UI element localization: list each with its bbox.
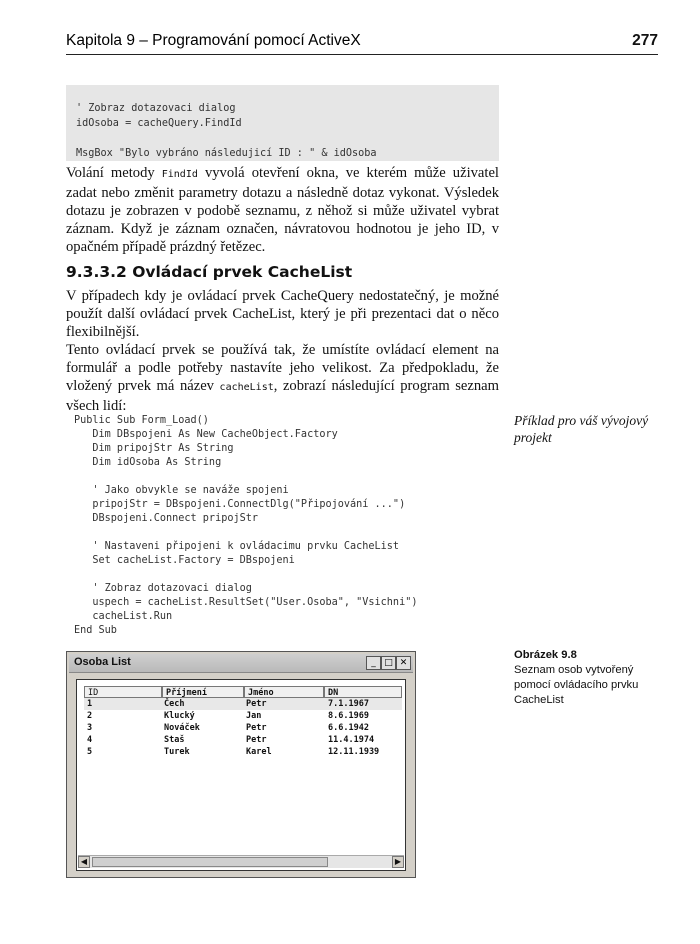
code-line: ' Zobraz dotazovaci dialog: [76, 103, 236, 114]
table-cell: Karel: [246, 747, 272, 757]
para1-text-b: vyvolá otevření okna, ve kterém může uživatel zadat nebo změnit parametry dotazu a následně dotaz vykonat. Výsledek dotazu je zobrazen v podobě seznamu, z něhož si může uživatel vybrat záznam. Když je záznam označen, návratovou hodnotou je jeho ID, v opačném případě prázdný řetězec.: [66, 165, 499, 255]
table-cell: 12.11.1939: [328, 747, 380, 757]
osoba-list-window: [66, 651, 416, 878]
table-cell: Nováček: [164, 723, 200, 733]
table-cell: 4: [87, 735, 93, 745]
table-cell: 1: [87, 699, 93, 709]
code-line: Set cacheList.Factory = DBspojeni: [74, 555, 295, 566]
figure-caption-text: Seznam osob vytvořený pomocí ovládacího prvku CacheList: [514, 664, 639, 706]
paragraph-cachelist-usage: [66, 341, 499, 415]
figure-label: Obrázek 9.8: [514, 649, 577, 661]
code-line: End Sub: [74, 625, 117, 636]
control-name-cachelist: cacheList: [219, 382, 274, 393]
horizontal-scrollbar[interactable]: [78, 855, 404, 868]
table-cell: 7.1.1967: [328, 699, 369, 709]
column-header-jmeno[interactable]: Jméno: [244, 686, 324, 698]
code-listing-form-load: [74, 414, 417, 638]
figure-caption: [514, 648, 664, 708]
code-line: Dim pripojStr As String: [74, 443, 234, 454]
table-row[interactable]: [84, 746, 402, 758]
minimize-button[interactable]: _: [366, 656, 381, 670]
column-header-dn[interactable]: DN: [324, 686, 402, 698]
code-line: uspech = cacheList.ResultSet("User.Osoba", "Vsichni"): [74, 597, 418, 608]
code-line: ' Jako obvykle se naváže spojeni: [74, 485, 289, 496]
page-header: [66, 30, 658, 55]
code-line: idOsoba = cacheQuery.FindId: [76, 118, 242, 129]
table-cell: Petr: [246, 723, 267, 733]
paragraph-cachelist-intro: V případech kdy je ovládací prvek CacheQuery nedostatečný, je možné použít další ovládací prvek CacheList, který je při prezentaci dat o něco flexibilnější.: [66, 288, 499, 340]
code-line: pripojStr = DBspojeni.ConnectDlg("Připojování ..."): [74, 499, 406, 510]
paragraph-findid: [66, 164, 499, 256]
para3-text-a: Tento ovládací prvek se používá tak, že umístíte ovládací element na formulář a podle potřeby nastavíte jeho velikost. Za předpokladu, že vložený prvek má název: [66, 342, 499, 394]
para1-text-a: Volání metody: [66, 165, 162, 181]
table-cell: Staš: [164, 735, 185, 745]
table-row[interactable]: [84, 722, 402, 734]
section-heading: 9.3.3.2 Ovládací prvek CacheList: [66, 263, 353, 281]
table-cell: Petr: [246, 735, 267, 745]
page-number: 277: [632, 32, 658, 49]
window-titlebar[interactable]: [69, 654, 413, 673]
table-cell: 5: [87, 747, 93, 757]
close-button[interactable]: ✕: [396, 656, 411, 670]
code-line: Dim idOsoba As String: [74, 457, 222, 468]
table-cell: 11.4.1974: [328, 735, 375, 745]
list-panel: [76, 679, 406, 871]
maximize-button[interactable]: □: [381, 656, 396, 670]
para3-text-b: , zobrazí následující program seznam všech lidí:: [66, 378, 500, 414]
code-top-text: [66, 85, 499, 161]
code-line: cacheList.Run: [74, 611, 173, 622]
table-cell: Petr: [246, 699, 267, 709]
scroll-thumb[interactable]: [92, 857, 328, 867]
method-name-findid: FindId: [161, 169, 198, 180]
table-cell: Jan: [246, 711, 262, 721]
table-cell: 8.6.1969: [328, 711, 369, 721]
table-row[interactable]: [84, 734, 402, 746]
code-snippet-top: [66, 85, 499, 161]
grid-header: [84, 686, 402, 698]
table-cell: 3: [87, 723, 93, 733]
table-cell: Čech: [164, 699, 185, 709]
chapter-title: Kapitola 9 – Programování pomocí ActiveX: [66, 32, 361, 49]
scroll-left-arrow[interactable]: ◀: [78, 856, 90, 868]
code-line: ' Nastaveni připojeni k ovládacimu prvku CacheList: [74, 541, 400, 552]
window-title: Osoba List: [74, 656, 131, 668]
column-header-prijmeni[interactable]: Příjmení: [162, 686, 244, 698]
person-grid: [84, 686, 402, 758]
code-line: Dim DBspojeni As New CacheObject.Factory: [74, 429, 338, 440]
code-line: MsgBox "Bylo vybráno následujicí ID : " & idOsoba: [76, 148, 377, 159]
code-line: DBspojeni.Connect pripojStr: [74, 513, 259, 524]
scroll-right-arrow[interactable]: ▶: [392, 856, 404, 868]
table-cell: 2: [87, 711, 93, 721]
table-row[interactable]: [84, 710, 402, 722]
table-cell: 6.6.1942: [328, 723, 369, 733]
code-line: ' Zobraz dotazovaci dialog: [74, 583, 252, 594]
column-header-id[interactable]: ID: [84, 686, 162, 698]
table-cell: Klucký: [164, 711, 195, 721]
code-line: Public Sub Form_Load(): [74, 415, 209, 426]
side-note: Příklad pro váš vývojový projekt: [514, 413, 649, 445]
table-cell: Turek: [164, 747, 190, 757]
table-row[interactable]: [84, 698, 402, 710]
